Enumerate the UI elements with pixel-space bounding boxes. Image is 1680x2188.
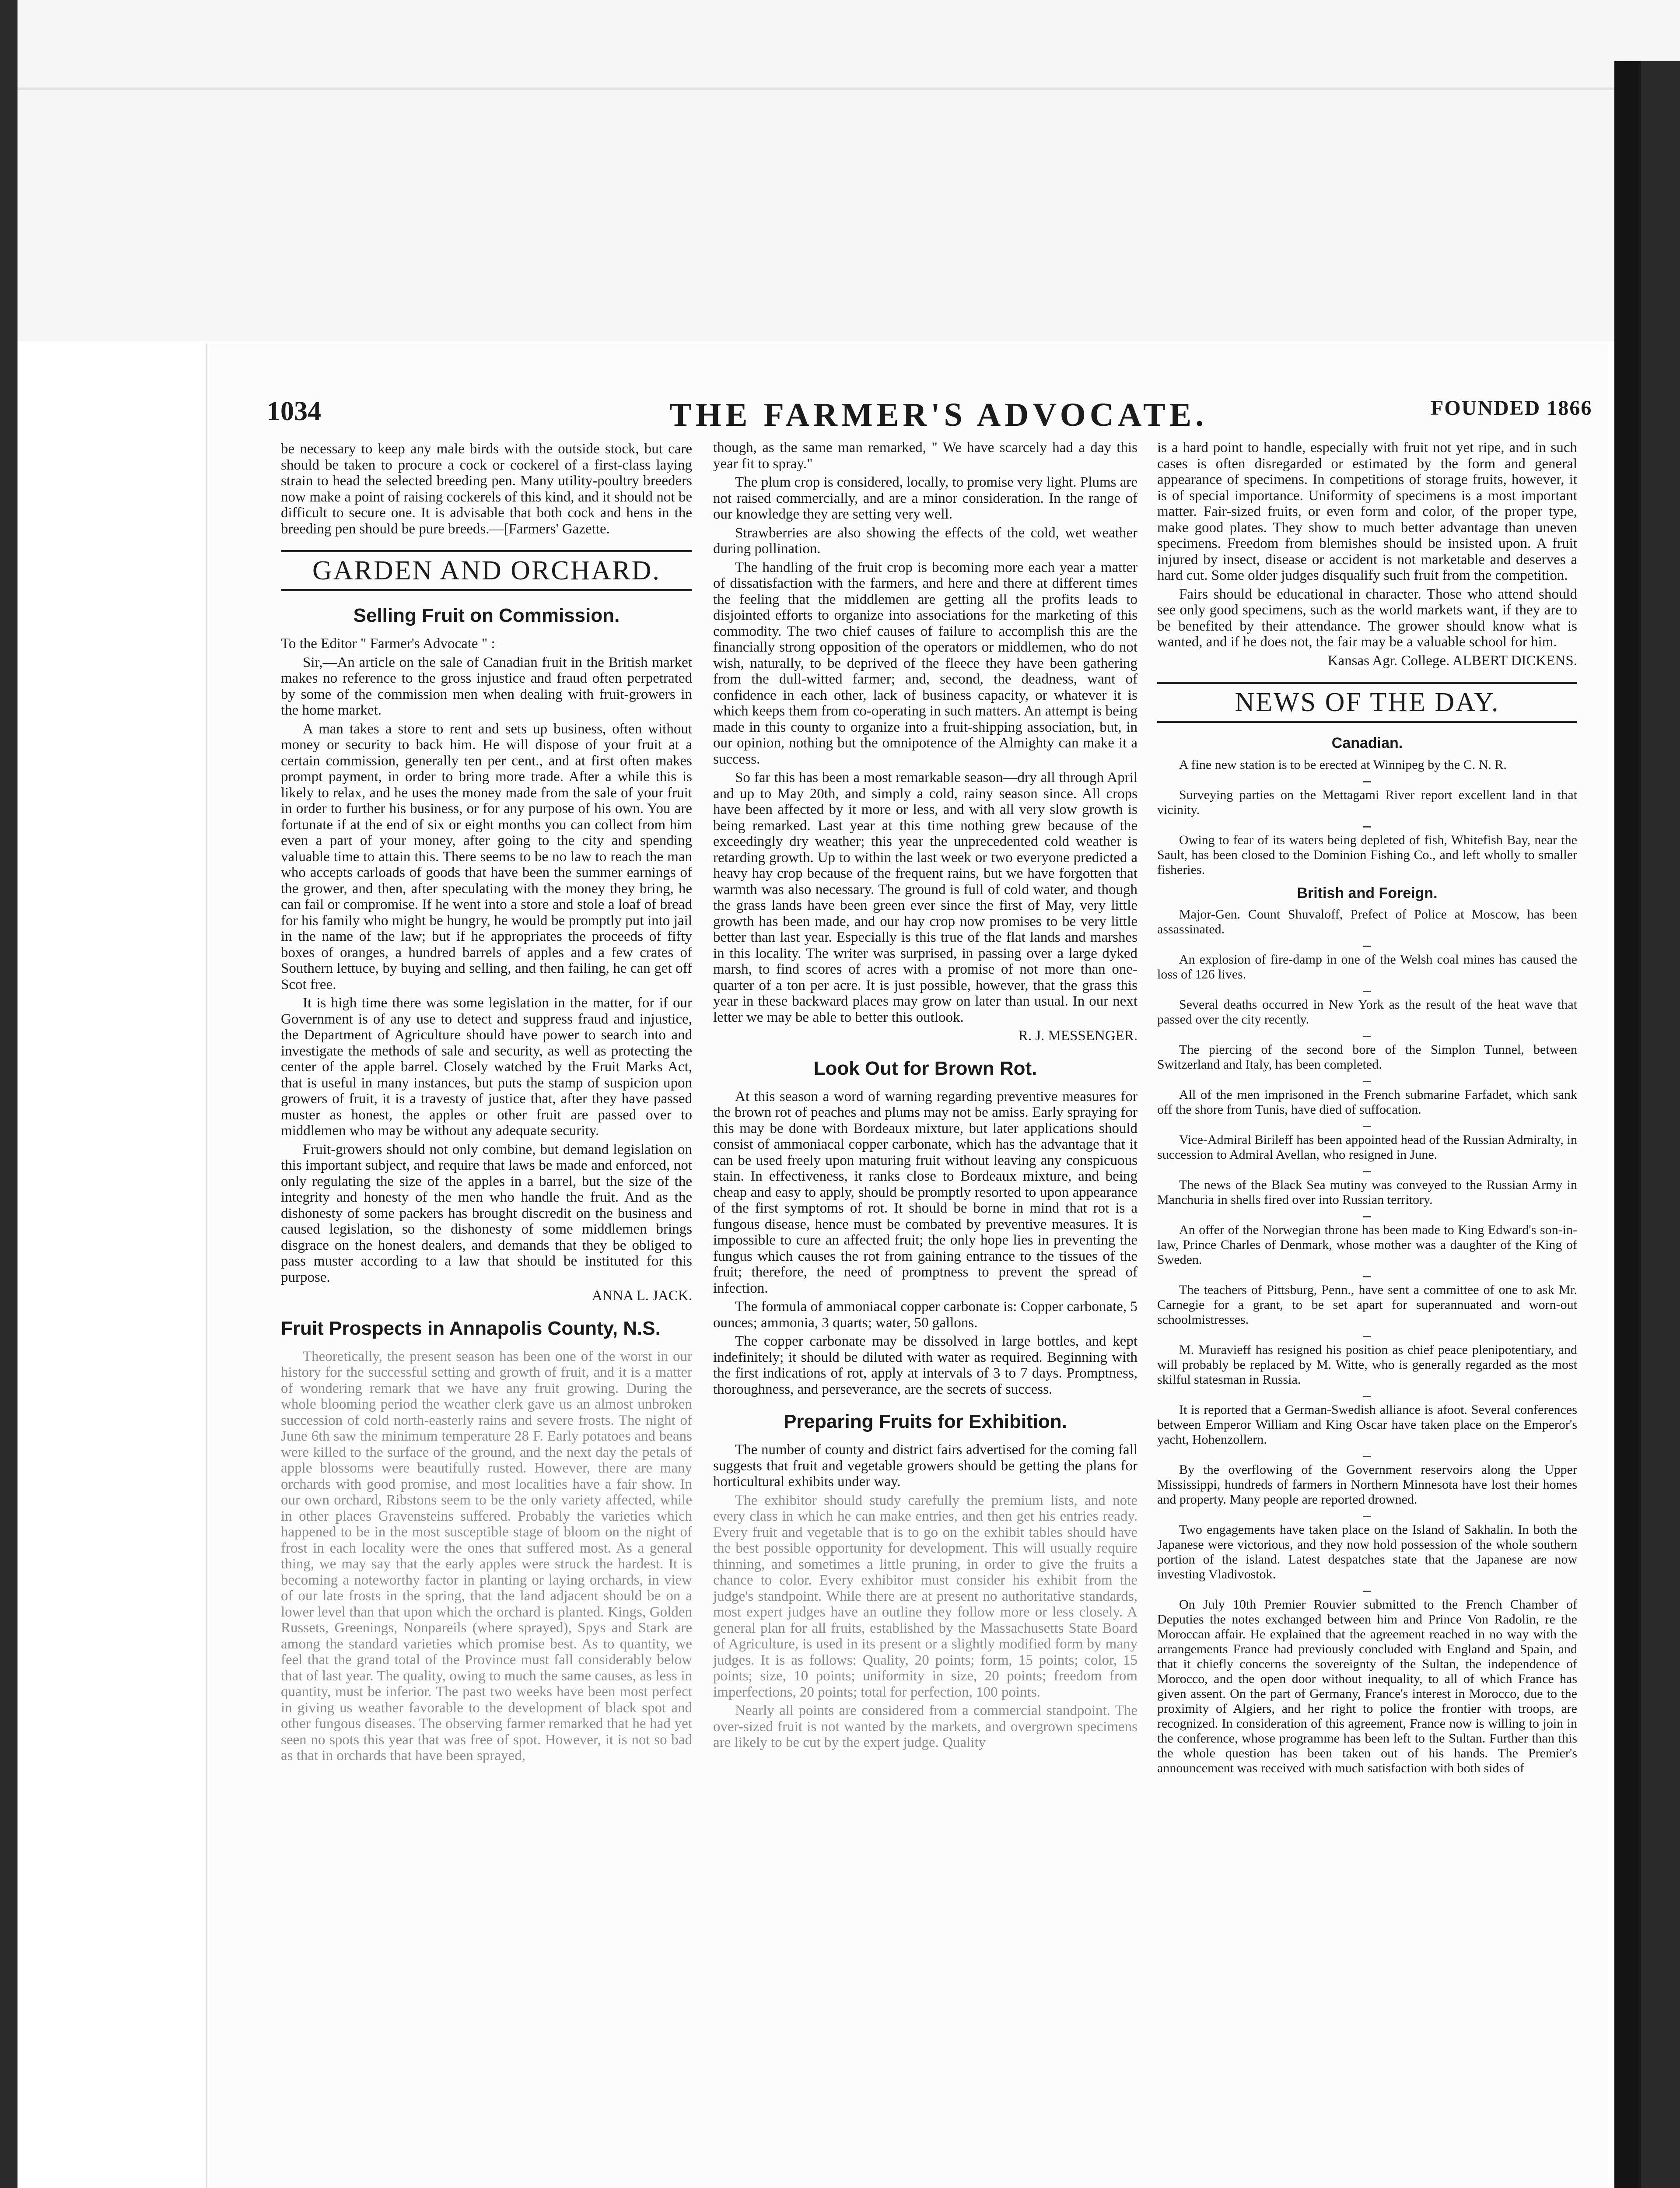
article-paragraph: The copper carbonate may be dissolved in large bottles, and kept indefinitely; it should be diluted with water as required. Beginning with the first indications of rot, apply at intervals of 3 to 7 days. Promptness, thoroughness, and perseverance, are the secrets of success. xyxy=(713,1333,1138,1397)
separator-mark xyxy=(1363,1392,1371,1397)
separator-mark xyxy=(1363,942,1371,947)
article-paragraph: Strawberries are also showing the effects of the cold, wet weather during pollination. xyxy=(713,525,1138,557)
news-item: Owing to fear of its waters being depleted of fish, Whitefish Bay, near the Sault, has been closed to the Dominion Fishing Co., and left wholly to smaller fisheries. xyxy=(1157,832,1577,877)
article-paragraph: Theoretically, the present season has been one of the worst in our history for the successful setting and growth of fruit, and it is a matter of wondering remark that we have any fruit growing. During the whole blooming period the weather clerk gave us an almost unbroken succession of cold north-easterly rains and severe frosts. The night of June 6th saw the minimum temperature 28 F. Early potatoes and beans were killed to the surface of the ground, and the next day the petals of apple blossoms were beautifully rusted. However, there are many orchards with good promise, and most localities have a fair show. In our own orchard, Ribstons seem to be the only variety affected, while in other places Gravensteins suffered. Probably the varieties which happened to be in the most susceptible stage of bloom on the night of frost in each locality were the ones that suffered most. As a general thing, we may say that the early apples were struck the hardest. It is becoming a noteworthy factor in planting or laying orchards, in view of our late frosts in the spring, that the land adjacent should be on a lower level than that upon which the orchard is planted. Kings, Golden Russets, Greenings, Nonpareils (where sprayed), Spys and Stark are among the standard varieties which promise best. As to quantity, we feel that the grand total of the Province must fall considerably below that of last year. The quality, owing to much the same causes, as less in quantity, must be inferior. The past two weeks have been most perfect in giving us weather favorable to the development of black spot and other fungous diseases. The observing farmer remarked that he had yet seen no spots this year that was free of spot. However, it is not so bad as that in orchards that have been sprayed, xyxy=(281,1348,692,1764)
article-paragraph: Sir,—An article on the sale of Canadian fruit in the British market makes no reference to the gross injustice and fraud often perpetrated by some of the commission men when dealing with fruit-growers in the home market. xyxy=(281,654,692,718)
separator-mark xyxy=(1363,1512,1371,1517)
news-item: All of the men imprisoned in the French submarine Farfadet, which sank off the shore from Tunis, have died of suffocation. xyxy=(1157,1087,1577,1117)
news-item: Major-Gen. Count Shuvaloff, Prefect of Police at Moscow, has been assassinated. xyxy=(1157,907,1577,936)
section-heading-news: NEWS OF THE DAY. xyxy=(1157,682,1577,723)
separator-mark xyxy=(1363,823,1371,828)
article-heading-annapolis: Fruit Prospects in Annapolis County, N.S. xyxy=(281,1317,661,1339)
subheading-canadian: Canadian. xyxy=(1331,735,1403,751)
column-2 xyxy=(713,440,1138,1753)
news-item: It is reported that a German-Swedish alliance is afoot. Several conferences between Emperor William and King Oscar have taken place on the Emperor's yacht, Hohenzollern. xyxy=(1157,1403,1577,1447)
article-paragraph: The formula of ammoniacal copper carbonate is: Copper carbonate, 5 ounces; ammonia, 3 quarts; water, 50 gallons. xyxy=(713,1299,1138,1331)
separator-mark xyxy=(1363,1032,1371,1037)
news-item: On July 10th Premier Rouvier submitted to the French Chamber of Deputies the notes exchanged between him and Prince Von Radolin, re the Moroccan affair. He explained that the agreement reached in no way with the arrangements France had previously concluded with England and Spain, and that it chiefly concerns the sovereignty of the Sultan, the independence of Morocco, and the open door without inequality, to all of which France has given assent. On the part of Germany, France's interest in Morocco, due to the proximity of Algiers, and her right to police the frontier with troops, are recognized. In consideration of this agreement, France now is willing to join in the conference, whose programme has been left to the Sultan. Further than this the whole question has been taken out of his hands. The Premier's announcement was received with much satisfaction with both sides of xyxy=(1157,1597,1577,1775)
news-item: The news of the Black Sea mutiny was conveyed to the Russian Army in Manchuria in shells fired over into Russian territory. xyxy=(1157,1178,1577,1207)
article-paragraph: though, as the same man remarked, " We have scarcely had a day this year fit to spray." xyxy=(713,440,1138,472)
news-item: Surveying parties on the Mettagami River report excellent land in that vicinity. xyxy=(1157,787,1577,817)
masthead-title: THE FARMER'S ADVOCATE. xyxy=(669,396,1208,433)
section-heading-garden: GARDEN AND ORCHARD. xyxy=(281,550,692,591)
article-paragraph: The plum crop is considered, locally, to promise very light. Plums are not raised commercially, and are a minor consideration. In the range of our knowledge they are setting very well. xyxy=(713,474,1138,522)
author-signature: Kansas Agr. College. ALBERT DICKENS. xyxy=(1327,652,1577,669)
news-item: Several deaths occurred in New York as the result of the heat wave that passed over the city recently. xyxy=(1157,997,1577,1027)
news-item: The piercing of the second bore of the Simplon Tunnel, between Switzerland and Italy, has been completed. xyxy=(1157,1042,1577,1072)
scan-fold-line xyxy=(0,88,1680,90)
article-paragraph: A man takes a store to rent and sets up business, often without money or security to back him. He will dispose of your fruit at a certain commission, generally ten per cent., and at first often makes prompt payment, in order to bring more trade. After a while this is likely to relax, and he uses the money made from the sale of your fruit in order to further his business, or for any purpose of his own. You are fortunate if at the end of six or eight months you can collect from him even a part of your money, after going to the city and spending valuable time to attain this. There seems to be no law to reach the man who accepts carloads of goods that have been the summer earnings of the grower, and then, after speculating with the money they bring, he can fail or compromise. If he went into a store and stole a loaf of bread for his family who might be hungry, he would be promptly put into jail in the name of the law; but if he appropriates the proceeds of fifty boxes of oranges, a hundred barrels of apples and a few crates of Southern lettuce, by buying and selling, and then failing, he can get off Scot free. xyxy=(281,721,692,992)
scan-left-edge xyxy=(0,0,18,2188)
separator-mark xyxy=(1363,1213,1371,1217)
news-item: An explosion of fire-damp in one of the Welsh coal mines has caused the loss of 126 lives. xyxy=(1157,952,1577,982)
scan-top-margin xyxy=(0,0,1680,341)
founded-year: FOUNDED 1866 xyxy=(1431,396,1592,420)
article-paragraph: Fruit-growers should not only combine, but demand legislation on this important subject, and require that laws be made and enforced, not only regulating the size of the apples in a barrel, but the size of the integrity and honesty of the men who handle the fruit. And as the dishonesty of some packers has brought discredit on the business and caused legislation, so the dishonesty of some middlemen brings disgrace on the honest dealers, and demands that they be obliged to pass muster according to a law that should be instituted for this purpose. xyxy=(281,1141,692,1285)
news-item: The teachers of Pittsburg, Penn., have sent a committee of one to ask Mr. Carnegie for a grant, to be set apart for superannuated and worn-out schoolmistresses. xyxy=(1157,1283,1577,1327)
separator-mark xyxy=(1363,1168,1371,1172)
news-item: A fine new station is to be erected at Winnipeg by the C. N. R. xyxy=(1179,757,1507,772)
article-paragraph: At this season a word of warning regarding preventive measures for the brown rot of peaches and plums may not be amiss. Early spraying for this may be done with Bordeaux mixture, but later applications should consist of ammoniacal copper carbonate, which has the advantage that it can be used freely upon maturing fruit without leaving any conspicuous stain. In effectiveness, it ranks close to Bordeaux mixture, and being cheap and easy to apply, should be promptly resorted to upon appearance of the first symptoms of rot. It should be borne in mind that rot is a fungous disease, hence must be combated by preventive measures. It is impossible to cure an affected fruit; the only hope lies in preventing the fungus which causes the rot from gaining entrance to the tissues of the fruit; therefore, the need of promptness to prevent the spread of infection. xyxy=(713,1088,1138,1296)
article-paragraph: is a hard point to handle, especially with fruit not yet ripe, and in such cases is often disregarded or estimated by the form and general appearance of specimens. In competitions of storage fruits, however, it is of special importance. Uniformity of specimens is a most important matter. Fair-sized fruits, or even form and color, of the proper type, make good plates. They show to much better advantage than uneven specimens. Freedom from blemishes should be insisted upon. A fruit injured by insect, disease or accident is not marketable and deserves a hard cut. Some older judges disqualify such fruit from the competition. xyxy=(1157,440,1577,583)
poultry-paragraph: be necessary to keep any male birds with the outside stock, but care should be taken to procure a cock or cockerel of a first-class laying strain to head the selected breeding pen. Many utility-poultry breeders now make a point of raising cockerels of this kind, and it should not be difficult to secure one. It is advisable that both cock and hens in the breeding pen should be pure breeds.—[Farmers' Gazette. xyxy=(281,441,692,537)
news-item: By the overflowing of the Government reservoirs along the Upper Mississippi, hundreds of farmers in Northern Minnesota have lost their homes and property. Many people are reported drowned. xyxy=(1157,1462,1577,1507)
author-signature: ANNA L. JACK. xyxy=(592,1288,692,1304)
news-item: M. Muravieff has resigned his position as chief peace plenipotentiary, and will probably be replaced by M. Witte, who is generally regarded as the most skilful statesman in Russia. xyxy=(1157,1343,1577,1387)
separator-mark xyxy=(1363,987,1371,992)
separator-mark xyxy=(1363,1273,1371,1277)
news-item: An offer of the Norwegian throne has been made to King Edward's son-in-law, Prince Charles of Denmark, whose mother was a daughter of the King of Sweden. xyxy=(1157,1223,1577,1267)
column-1 xyxy=(281,441,692,1767)
salutation: To the Editor " Farmer's Advocate " : xyxy=(281,636,495,652)
author-signature: R. J. MESSENGER. xyxy=(1018,1028,1138,1044)
news-item: Vice-Admiral Birileff has been appointed head of the Russian Admiralty, in succession to Admiral Avellan, who resigned in June. xyxy=(1157,1133,1577,1162)
article-heading-brown-rot: Look Out for Brown Rot. xyxy=(813,1057,1037,1079)
article-paragraph: The number of county and district fairs advertised for the coming fall suggests that fruit and vegetable growers should be getting the plans for horticultural exhibits under way. xyxy=(713,1442,1138,1490)
separator-mark xyxy=(1363,1122,1371,1127)
article-heading-selling-fruit: Selling Fruit on Commission. xyxy=(353,605,620,626)
separator-mark xyxy=(1363,1452,1371,1457)
separator-mark xyxy=(1363,1077,1371,1082)
subheading-british-foreign: British and Foreign. xyxy=(1297,884,1438,901)
article-paragraph: The exhibitor should study carefully the premium lists, and note every class in which he can make entries, and then get his entries ready. Every fruit and vegetable that is to go on the exhibit tables should have the best possible opportunity for development. This will usually require thinning, and sometimes a little pruning, in order to give the fruits a chance to color. Every exhibitor must consider his exhibit from the judge's standpoint. While there are at present no authoritative standards, most expert judges have an outline they follow more or less closely. A general plan for all fruits, established by the Massachusetts State Board of Agriculture, is used in its present or a slightly modified form by many judges. It is as follows: Quality, 20 points; form, 15 points; color, 15 points; size, 10 points; uniformity in size, 20 points; freedom from imperfections, 20 points; total for perfection, 100 points. xyxy=(713,1492,1138,1700)
separator-mark xyxy=(1363,778,1371,782)
article-paragraph: So far this has been a most remarkable season—dry all through April and up to May 20th, and simply a cold, rainy season since. All crops have been affected by it more or less, and with all very slow growth is being remarked. Last year at this time nothing grew because of the exceedingly dry weather; this year the unprecedented cold weather is retarding growth. Up to within the last week or two everyone predicted a heavy hay crop because of the frequent rains, but we have forgotten that warmth was also necessary. The ground is full of cold water, and though the grass lands have been green ever since the first of May, very little growth has been made, and our hay crop now promises to be very little better than last year. Especially is this true of the flat lands and marshes in this locality. The writer was surprised, in passing over a large dyked marsh, to find scores of acres with a promise of not more than one-quarter of a ton per acre. It is just possible, however, that the grass this year in these backward places may grow on later than usual. In our next letter we may be able to better this outlook. xyxy=(713,770,1138,1025)
news-item: Two engagements have taken place on the Island of Sakhalin. In both the Japanese were victorious, and they now hold possession of the whole southern portion of the island. Latest despatches state that the Japanese are now investing Vladivostok. xyxy=(1157,1522,1577,1581)
article-paragraph: The handling of the fruit crop is becoming more each year a matter of dissatisfaction with the farmers, and here and there at different times the feeling that the middlemen are getting all the profits leads to disjointed efforts to organize into associations for the marketing of this commodity. The two chief causes of failure to accomplish this are the financially strong opposition of the operators or middlemen, who do not wish, naturally, to be deprived of the fleece they have been gathering from the dull-witted farmer; and, second, the deadness, want of confidence in each other, lack of business capacity, or whatever it is which keeps them from co-operating in such matters. An attempt is being made in this county to organize into a fruit-shipping association, but, in our opinion, nothing but the omnipotence of the Almighty can make it a success. xyxy=(713,559,1138,767)
separator-mark xyxy=(1363,1332,1371,1337)
column-3 xyxy=(1157,440,1577,1778)
scan-right-edge-inner xyxy=(1641,61,1680,2188)
article-paragraph: It is high time there was some legislation in the matter, for if our Government is of any use to detect and suppress fraud and injustice, the Department of Agriculture should have power to search into and investigate the methods of sale and security, as well as protecting the center of the apple barrel. Closely watched by the Fruit Marks Act, that is useful in many instances, but puts the stamp of suspicion upon growers of fruit, it is a travesty of justice that, after they have passed muster as honest, the apples or other fruit are passed over to middlemen who may be without any adequate security. xyxy=(281,995,692,1139)
article-paragraph: Fairs should be educational in character. Those who attend should see only good specimens, such as the world markets want, if they are to be benefited by their attendance. The grower should know what is wanted, and if he does not, the fair may be a valuable school for him. xyxy=(1157,586,1577,650)
scan-right-edge xyxy=(1614,61,1680,2188)
article-heading-exhibition: Preparing Fruits for Exhibition. xyxy=(784,1411,1067,1432)
page-number: 1034 xyxy=(267,396,321,426)
article-paragraph: Nearly all points are considered from a commercial standpoint. The over-sized fruit is not wanted by the markets, and overgrown specimens are likely to be cut by the expert judge. Quality xyxy=(713,1703,1138,1750)
separator-mark xyxy=(1363,1587,1371,1592)
